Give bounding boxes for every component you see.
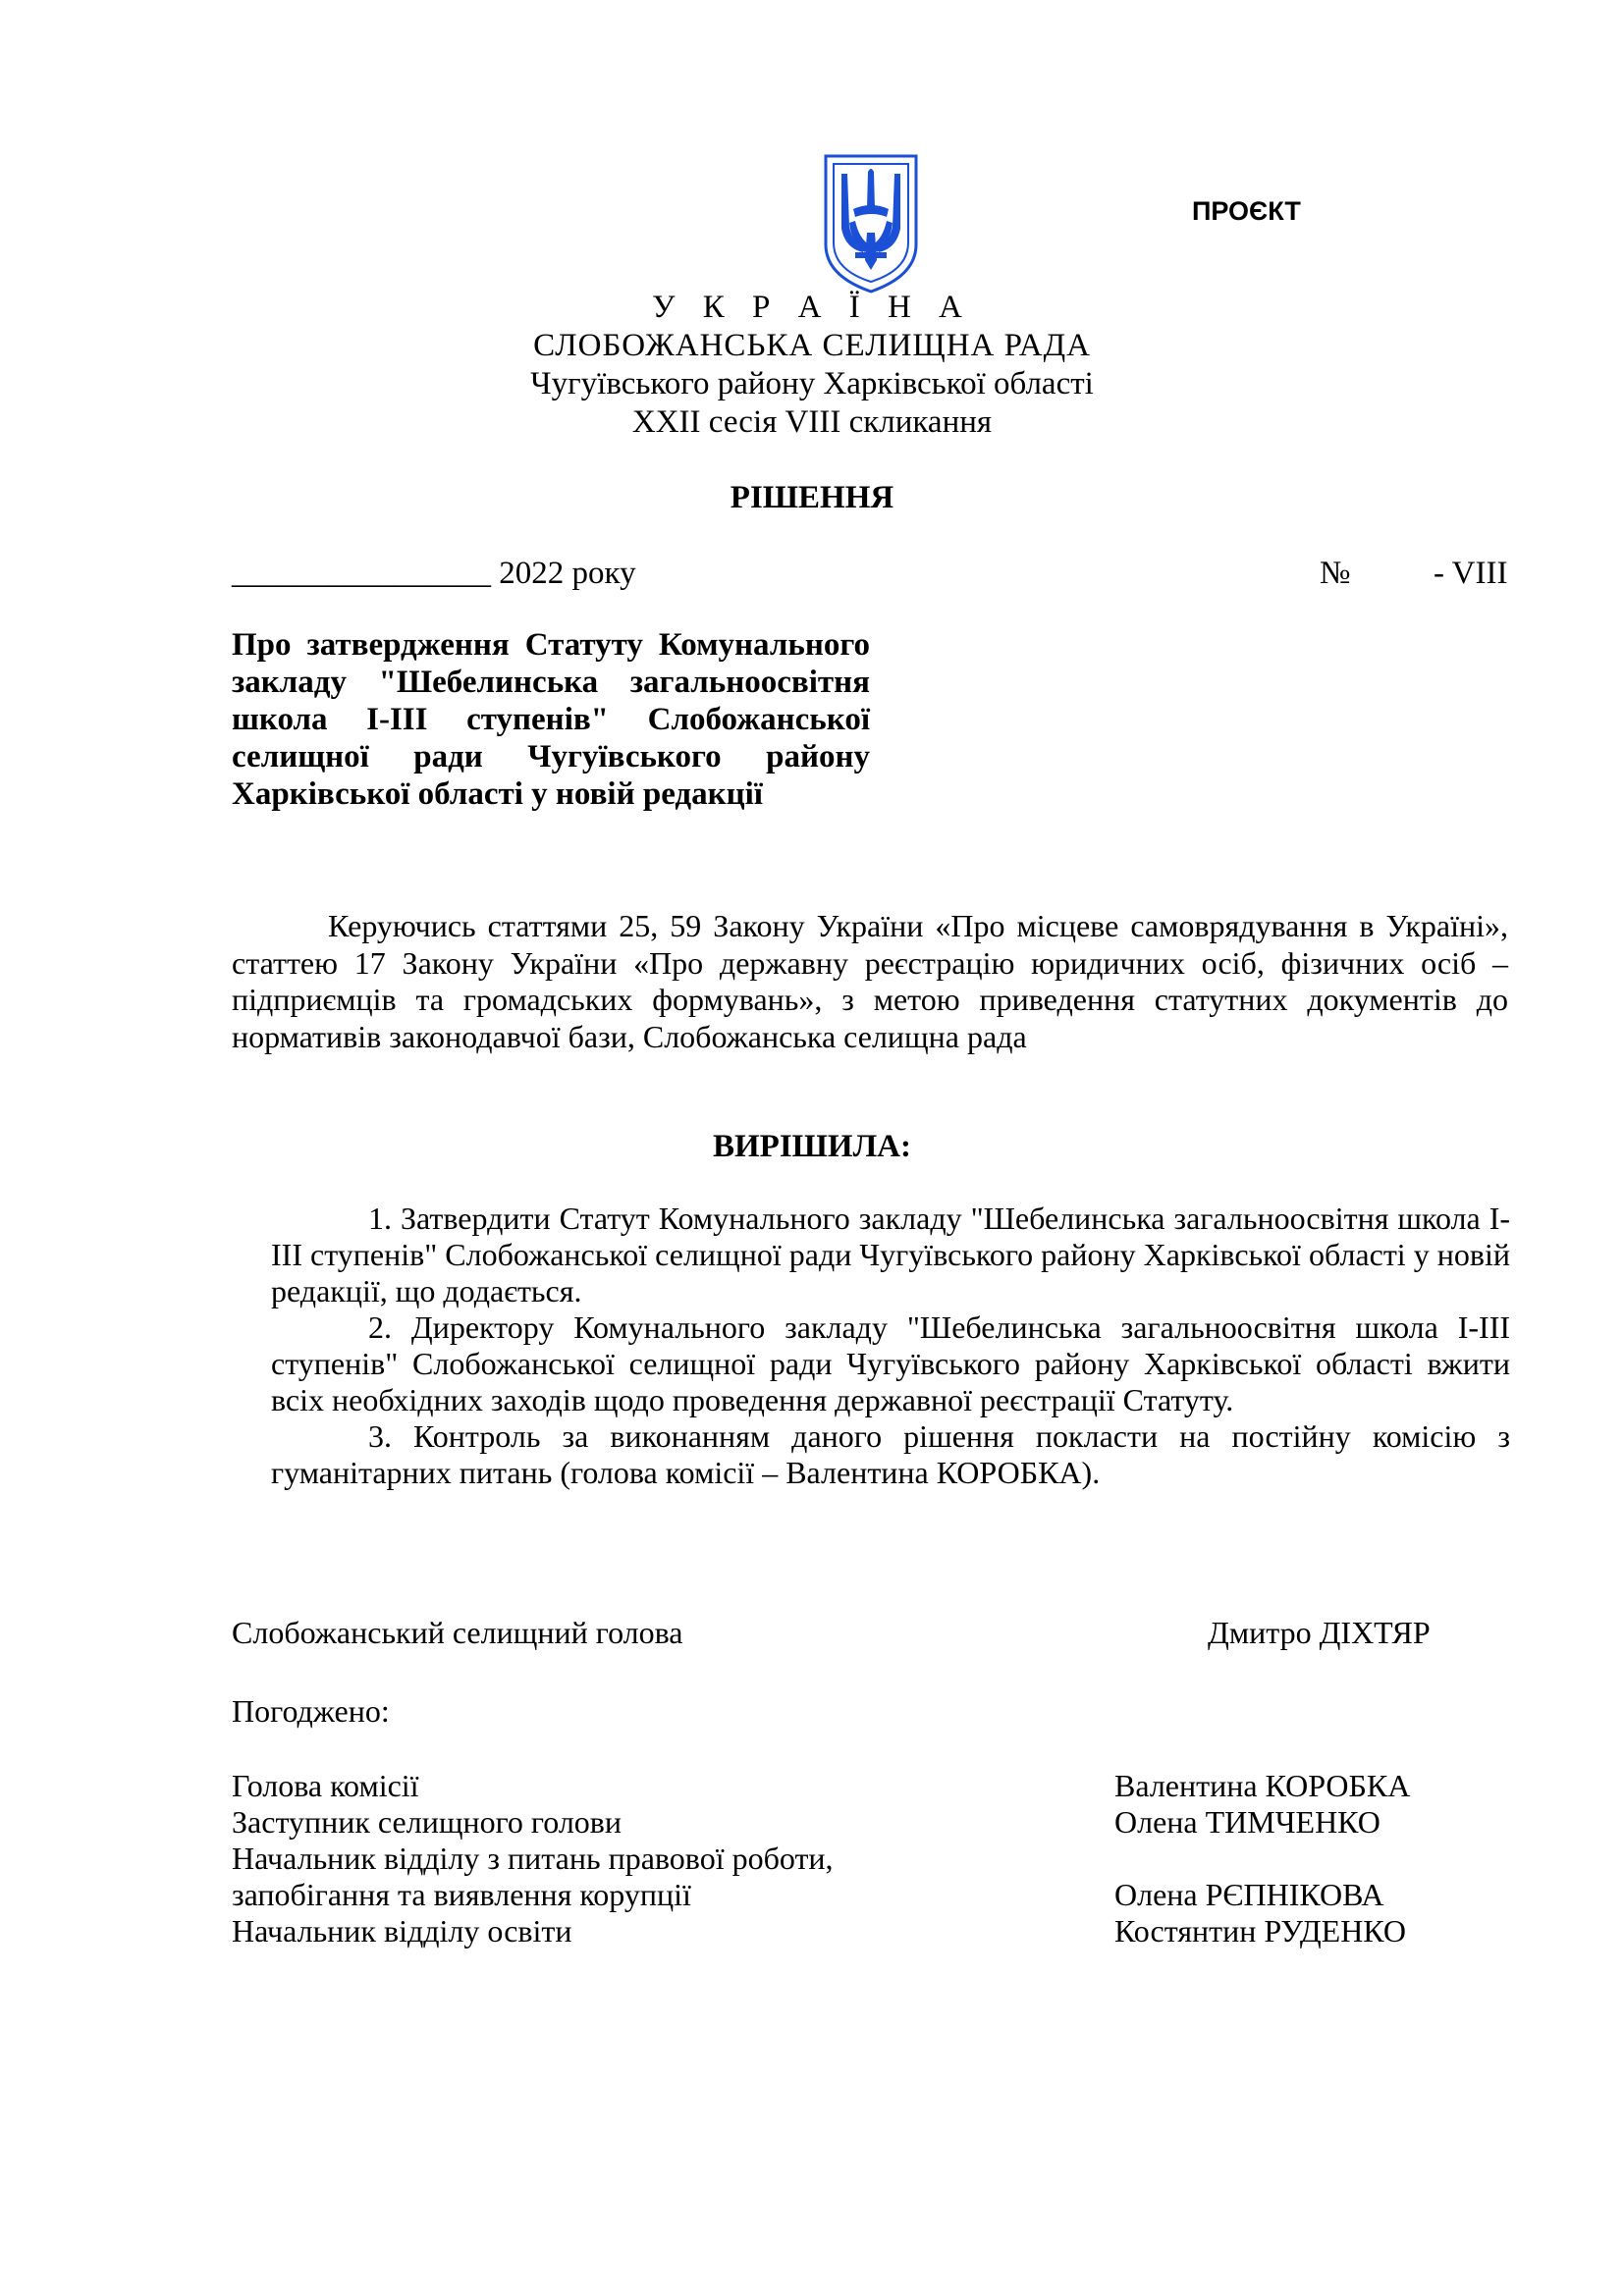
subject-line: школа І-ІІІ ступенів" Слобожанської [232, 702, 870, 737]
number-label: № [1320, 556, 1351, 591]
document-type-title: РІШЕННЯ [730, 480, 894, 515]
approval-name [1114, 1841, 1410, 1877]
approval-name: Олена РЄПНІКОВА [1114, 1877, 1384, 1912]
approval-position: Начальник відділу освіти [232, 1913, 572, 1949]
approval-name: Валентина КОРОБКА [1114, 1768, 1411, 1803]
coat-of-arms-icon [820, 150, 922, 295]
date-line: ________________ 2022 року [232, 556, 636, 591]
country-title: У К Р А Ї Н А [652, 290, 972, 325]
session-info: XXII сесія VIII скликання [631, 404, 993, 440]
approval-position: запобігання та виявлення корупції [232, 1877, 691, 1912]
subject-line: селищної ради Чугуївського району [232, 739, 870, 774]
approval-name: Костянтин РУДЕНКО [1114, 1913, 1406, 1949]
subject-line: Харківської області у новій редакції [232, 776, 763, 812]
preamble-paragraph: Керуючись статтями 25, 59 Закону України «Про місцеве самоврядування в Україні», статтею 17 Закону України «Про державну реєстрацію юридичних осіб, фізичних осіб – підприємців та громадських формувань», з метою приведення статутних документів до нормативів законодавчої бази, Слобожанська селищна рада [232, 908, 1508, 1054]
decision-subject [232, 626, 870, 813]
approval-positions [232, 1768, 834, 1949]
agreed-label: Погоджено: [232, 1693, 390, 1729]
region-name: Чугуївського району Харківської області [530, 366, 1094, 401]
signer-name: Дмитро ДІХТЯР [1208, 1615, 1431, 1650]
approval-position: Заступник селищного голови [232, 1804, 623, 1840]
draft-stamp: ПРОЄКТ [1192, 196, 1301, 226]
approval-name: Олена ТИМЧЕНКО [1114, 1804, 1380, 1840]
decision-item: 1. Затвердити Статут Комунального закладу "Шебелинська загальноосвітня школа І-ІІІ ступенів" Слобожанської селищної ради Чугуївського району Харківської області у новій редакції, що додається. [271, 1201, 1510, 1308]
subject-line: Про затвердження Статуту Комунального [232, 627, 870, 663]
decision-items [271, 1201, 1510, 1491]
decision-item: 3. Контроль за виконанням даного рішення покласти на постійну комісію з гуманітарних питань (голова комісії – Валентина КОРОБКА). [271, 1418, 1510, 1490]
council-name: СЛОБОЖАНСЬКА СЕЛИЩНА РАДА [533, 328, 1091, 363]
number-suffix: - VIII [1434, 556, 1508, 591]
approval-names [1114, 1768, 1410, 1949]
subject-line: закладу "Шебелинська загальноосвітня [232, 665, 870, 700]
decided-heading: ВИРІШИЛА: [713, 1129, 911, 1164]
decision-item: 2. Директору Комунального закладу "Шебелинська загальноосвітня школа І-ІІІ ступенів" Слобожанської селищної ради Чугуївського району Харківської області вжити всіх необхідних заходів щодо проведення державної реєстрації Статуту. [271, 1309, 1510, 1417]
signer-position: Слобожанський селищний голова [232, 1615, 683, 1650]
approval-position: Голова комісії [232, 1768, 419, 1803]
approval-position: Начальник відділу з питань правової роботи, [232, 1841, 834, 1876]
